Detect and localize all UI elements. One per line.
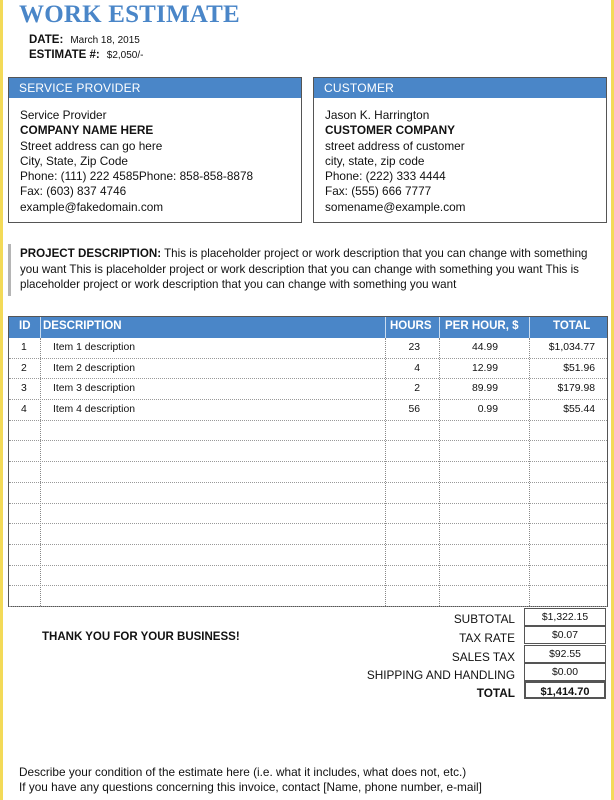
cell-description: Item 1 description <box>53 342 136 353</box>
table-row <box>9 400 607 421</box>
table-row <box>9 524 607 545</box>
cell-id: 2 <box>21 362 27 374</box>
sales-tax-label: SALES TAX <box>451 650 515 664</box>
cell-total: $1,034.77 <box>548 342 595 353</box>
cell-description: Item 4 description <box>53 404 136 416</box>
table-row <box>9 566 607 587</box>
customer-city: city, state, zip code <box>325 153 425 168</box>
provider-email: example@fakedomain.com <box>20 199 164 214</box>
customer-name: Jason K. Harrington <box>325 108 430 122</box>
table-row <box>9 545 607 566</box>
footer-condition: Describe your condition of the estimate here (i.e. what it includes, what does not, etc.) <box>19 765 467 779</box>
customer-fax: Fax: (555) 666 7777 <box>325 184 432 199</box>
table-row <box>9 359 607 380</box>
project-description-text: This is placeholder project or work description that you can change with something you want This is placeholder project or work description that you can change with something you want This is placeholder project or work description that you can change with something you want <box>20 247 588 291</box>
project-description-label: PROJECT DESCRIPTION: <box>20 247 162 260</box>
header-id: ID <box>19 320 31 332</box>
cell-rate: 12.99 <box>471 362 498 374</box>
header-description: DESCRIPTION <box>43 320 122 332</box>
provider-name: Service Provider <box>20 108 107 122</box>
shipping-value: $0.00 <box>524 663 606 681</box>
estimate-page <box>3 0 611 800</box>
footer-notes <box>19 765 482 795</box>
cell-hours: 2 <box>414 383 420 395</box>
cell-hours: 23 <box>408 342 420 353</box>
table-row <box>9 421 607 442</box>
header-rate: PER HOUR, $ <box>445 320 519 332</box>
document-title: WORK ESTIMATE <box>19 1 240 28</box>
cell-description: Item 3 description <box>53 383 136 395</box>
table-row <box>9 462 607 483</box>
estimate-value: $2,050/- <box>106 50 144 61</box>
header-total: TOTAL <box>553 320 591 332</box>
header-divider <box>439 317 440 338</box>
provider-company: COMPANY NAME HERE <box>20 123 154 138</box>
date-label: DATE: <box>29 34 64 46</box>
customer-heading: CUSTOMER <box>314 78 606 98</box>
header-divider <box>385 317 386 338</box>
header-hours: HOURS <box>390 320 432 332</box>
total-value: $1,414.70 <box>524 681 606 699</box>
cell-total: $51.96 <box>563 362 595 374</box>
cell-rate: 0.99 <box>477 404 498 416</box>
cell-total: $179.98 <box>557 383 595 395</box>
thank-you-message: THANK YOU FOR YOUR BUSINESS! <box>42 631 240 643</box>
cell-rate: 44.99 <box>471 342 498 353</box>
cell-id: 4 <box>21 404 27 416</box>
service-provider-heading: SERVICE PROVIDER <box>9 78 301 98</box>
tax-rate-value: $0.07 <box>524 626 606 644</box>
cell-id: 1 <box>21 342 27 353</box>
header-divider <box>529 317 530 338</box>
sales-tax-value: $92.55 <box>524 645 606 663</box>
cell-total: $55.44 <box>563 404 595 416</box>
customer-email: somename@example.com <box>325 199 466 214</box>
tax-rate-label: TAX RATE <box>459 631 515 645</box>
provider-fax: Fax: (603) 837 4746 <box>20 184 127 199</box>
table-header <box>9 317 607 338</box>
provider-phone: Phone: (111) 222 4585Phone: 858-858-8878 <box>20 169 254 184</box>
subtotal-label: SUBTOTAL <box>453 612 515 626</box>
provider-street: Street address can go here <box>20 138 163 153</box>
project-description <box>8 244 608 296</box>
table-row <box>9 586 607 607</box>
customer-box <box>313 77 607 223</box>
table-row <box>9 338 607 359</box>
cell-description: Item 2 description <box>53 362 136 374</box>
date-value: March 18, 2015 <box>70 35 140 46</box>
total-label: TOTAL <box>476 686 515 700</box>
service-provider-box <box>8 77 302 223</box>
header-divider <box>40 317 41 338</box>
provider-city: City, State, Zip Code <box>20 153 128 168</box>
customer-phone: Phone: (222) 333 4444 <box>325 169 446 184</box>
table-row <box>9 504 607 525</box>
cell-hours: 4 <box>414 362 420 374</box>
subtotal-value: $1,322.15 <box>524 608 606 626</box>
date-line <box>29 34 140 46</box>
table-row <box>9 379 607 400</box>
table-row <box>9 483 607 504</box>
cell-hours: 56 <box>408 404 420 416</box>
shipping-label: SHIPPING AND HANDLING <box>366 668 515 682</box>
estimate-number-line <box>29 49 143 61</box>
cell-id: 3 <box>21 383 27 395</box>
customer-street: street address of customer <box>325 138 465 153</box>
table-row <box>9 442 607 463</box>
line-items-table <box>8 316 608 607</box>
customer-company: CUSTOMER COMPANY <box>325 123 455 138</box>
cell-rate: 89.99 <box>471 383 498 395</box>
footer-contact: If you have any questions concerning this invoice, contact [Name, phone number, e-mail] <box>19 780 482 794</box>
estimate-label: ESTIMATE #: <box>29 49 100 61</box>
